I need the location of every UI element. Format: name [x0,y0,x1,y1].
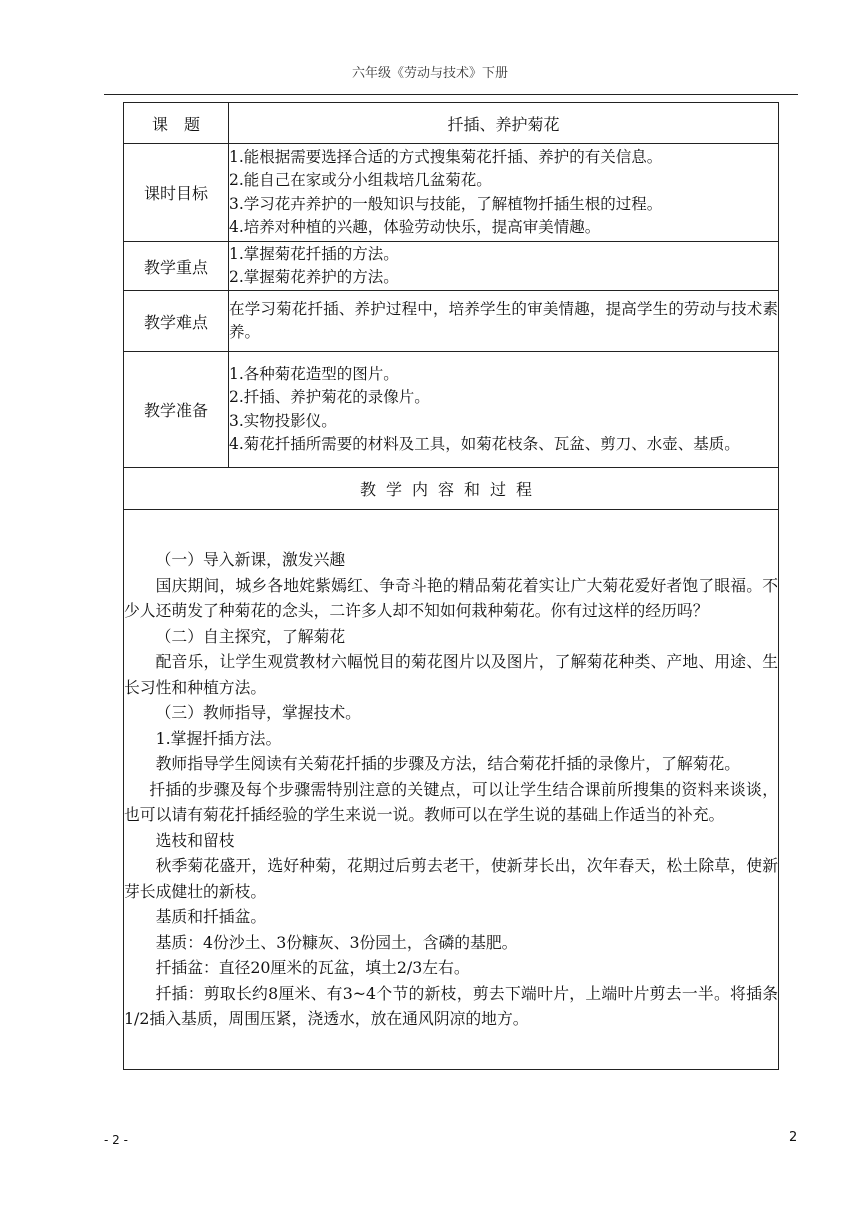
key-point-item: 1.掌握菊花扦插的方法。 [229,244,399,263]
header-rule [104,94,798,95]
process-paragraph: 配音乐，让学生观赏教材六幅悦目的菊花图片以及图片，了解菊花种类、产地、用途、生长习性和种植方法。 [124,652,778,697]
topic-label: 课 题 [124,103,229,144]
preparation-content [229,352,779,468]
objective-item: 3.学习花卉养护的一般知识与技能，了解植物扦插生根的过程。 [229,194,663,213]
process-paragraph: 教师指导学生阅读有关菊花扦插的步骤及方法，结合菊花扦插的录像片，了解菊花。 [155,754,741,774]
lesson-plan-table [123,102,779,1070]
process-paragraph: 秋季菊花盛开，选好种菊，花期过后剪去老干，使新芽长出，次年春天，松土除草，使新芽长成健壮的新枝。 [124,856,778,901]
difficulties-label: 教学难点 [124,291,229,352]
preparation-item: 2.扦插、养护菊花的录像片。 [229,388,430,406]
process-paragraph: （二）自主探究，了解菊花 [155,626,346,646]
process-paragraph: 选枝和留枝 [155,830,235,850]
objectives-label: 课时目标 [124,144,229,242]
process-content [124,510,779,1070]
key-points-row [124,242,779,291]
process-row [124,510,779,1070]
process-paragraph: 扦插：剪取长约8厘米、有3~4个节的新枝，剪去下端叶片，上端叶片剪去一半。将插条1/2插入基质，周围压紧，浇透水，放在通风阴凉的地方。 [124,983,778,1029]
objectives-content [229,144,779,242]
preparation-label: 教学准备 [124,352,229,468]
objective-item: 1.能根据需要选择合适的方式搜集菊花扦插、养护的有关信息。 [229,147,663,166]
preparation-item: 4.菊花扦插所需要的材料及工具，如菊花枝条、瓦盆、剪刀、水壶、基质。 [229,435,740,453]
footer-page-label: - 2 - [104,1133,128,1147]
process-paragraph: （一）导入新课，激发兴趣 [155,550,346,570]
preparation-row [124,352,779,468]
process-paragraph: 国庆期间，城乡各地姹紫嫣红、争奇斗艳的精品菊花着实让广大菊花爱好者饱了眼福。不少人还萌发了种菊花的念头，二许多人却不知如何栽种菊花。你有过这样的经历吗？ [124,575,778,621]
key-point-item: 2.掌握菊花养护的方法。 [229,268,399,286]
key-points-content [229,242,779,291]
process-paragraph: 扦插的步骤及每个步骤需特别注意的关键点，可以让学生结合课前所搜集的资料来谈谈，也可以请有菊花扦插经验的学生来说一说。教师可以在学生说的基础上作适当的补充。 [124,779,778,825]
preparation-item: 3.实物投影仪。 [229,411,337,430]
key-points-label: 教学重点 [124,242,229,291]
objective-item: 2.能自己在家或分小组栽培几盆菊花。 [229,171,492,189]
process-paragraph: （三）教师指导，掌握技术。 [155,703,361,723]
process-paragraph: 扦插盆：直径20厘米的瓦盆，填土2/3左右。 [155,958,470,978]
objectives-row [124,144,779,242]
process-paragraph: 基质和扦插盆。 [155,907,267,927]
running-header-title: 六年级《劳动与技术》下册 [351,66,508,81]
process-heading: 教学内容和过程 [124,468,779,510]
preparation-item: 1.各种菊花造型的图片。 [229,364,399,383]
process-heading-row [124,468,779,510]
process-paragraph: 1.掌握扦插方法。 [155,728,282,748]
process-paragraph: 基质：4份沙土、3份糠灰、3份园土，含磷的基肥。 [155,932,518,952]
difficulties-row [124,291,779,352]
objective-item: 4.培养对种植的兴趣，体验劳动快乐，提高审美情趣。 [229,218,601,236]
difficulty-item: 在学习菊花扦插、养护过程中，培养学生的审美情趣，提高学生的劳动与技术素养。 [229,299,778,341]
difficulties-content [229,291,779,352]
topic-row [124,103,779,144]
footer-page-number: 2 [789,1130,798,1145]
topic-value: 扦插、养护菊花 [229,103,779,144]
